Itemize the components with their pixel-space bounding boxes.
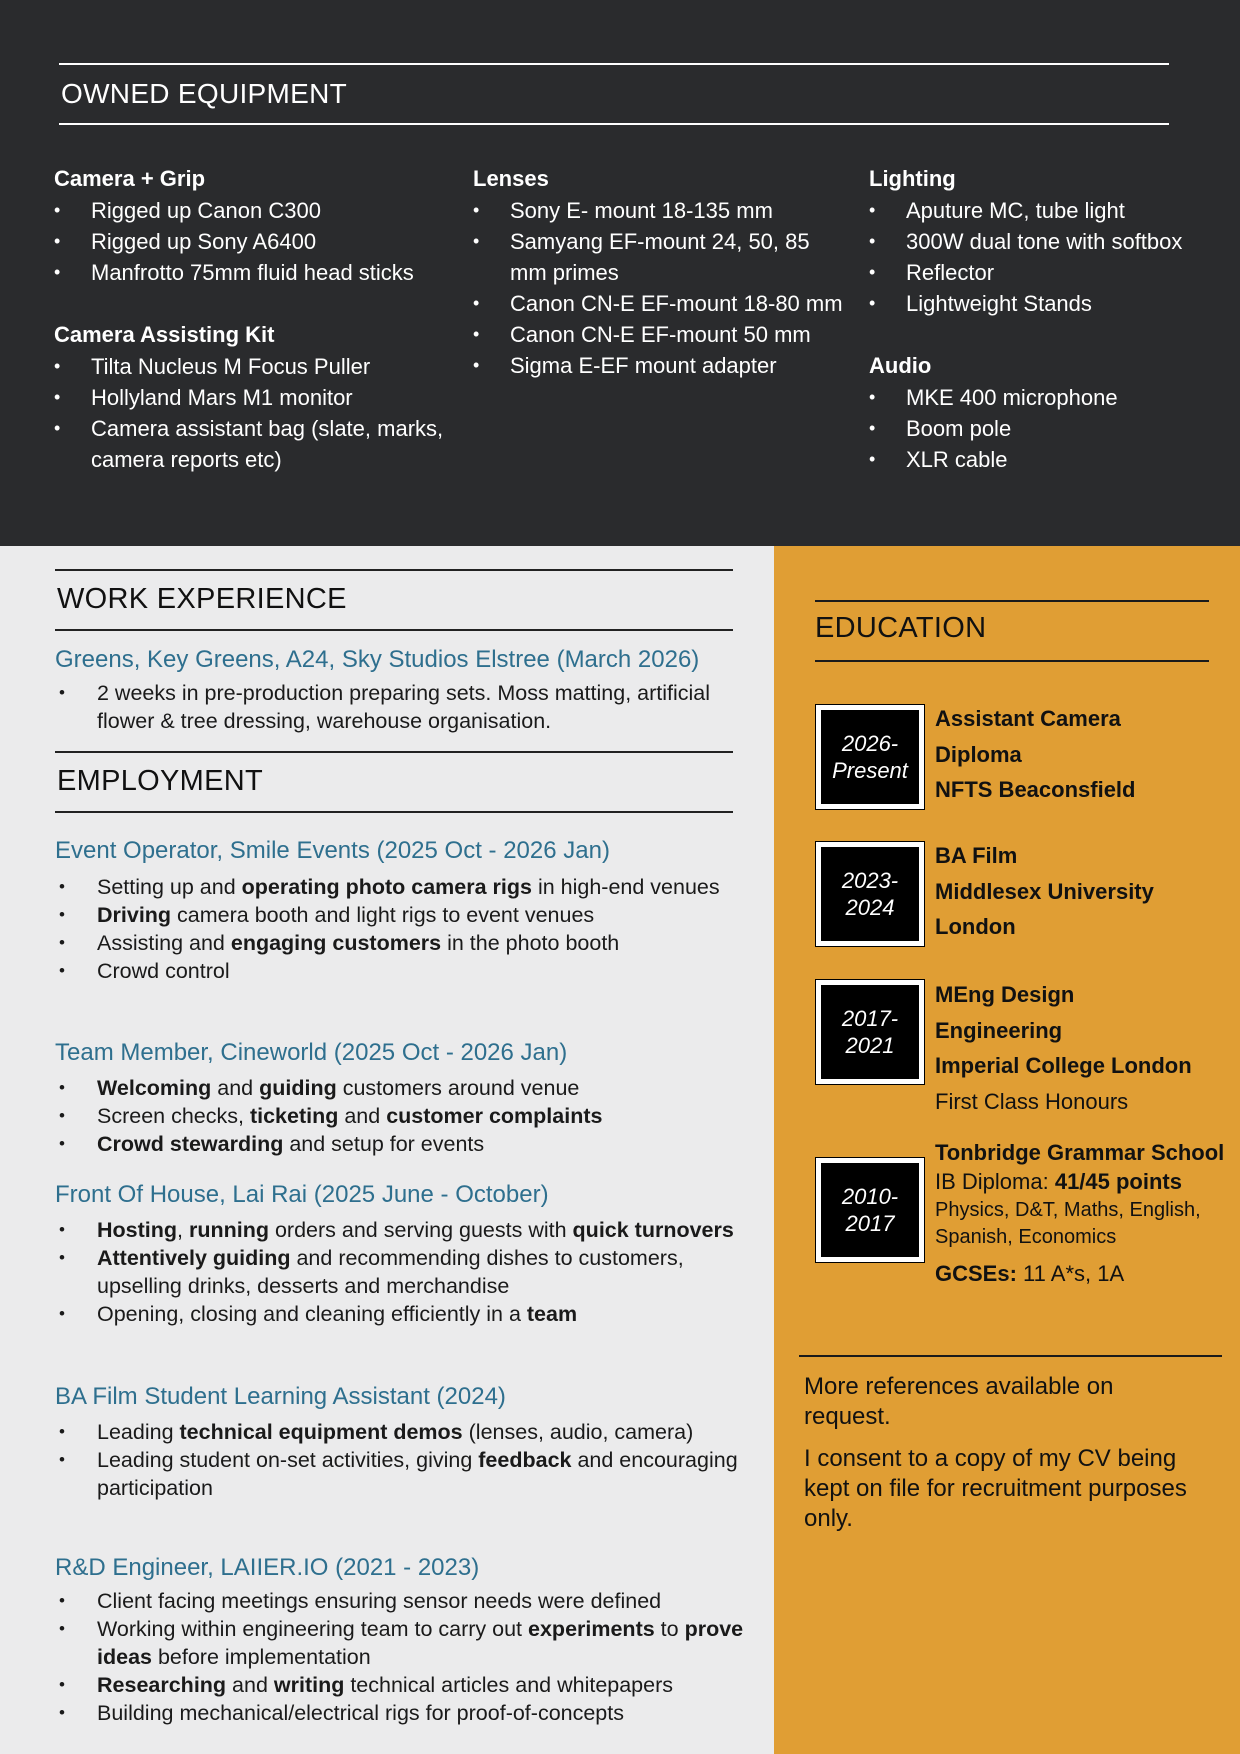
divider (55, 569, 733, 571)
divider (799, 1355, 1222, 1357)
job-bullets (55, 1216, 755, 1328)
audio-list (869, 382, 1189, 475)
work-experience-heading: WORK EXPERIENCE (57, 583, 347, 615)
list-item: • Camera assistant bag (slate, marks, camera reports etc) (54, 413, 464, 475)
list-item: • Welcoming and guiding customers around venue (55, 1074, 755, 1102)
list-item: • Screen checks, ticketing and customer complaints (55, 1102, 755, 1130)
lighting-list (869, 195, 1189, 319)
equipment-heading: OWNED EQUIPMENT (61, 78, 348, 109)
job-title: Event Operator, Smile Events (2025 Oct - 2026 Jan) (55, 837, 610, 864)
job-title: Front Of House, Lai Rai (2025 June - October) (55, 1181, 549, 1208)
divider (55, 751, 733, 753)
divider (55, 811, 733, 813)
list-item: • Rigged up Canon C300 (54, 195, 464, 226)
education-entry: Tonbridge Grammar School IB Diploma: 41/45 points Physics, D&T, Maths, English, Spanish, Economics GCSEs: 11 A*s, 1A (935, 1140, 1225, 1286)
list-item: • Rigged up Sony A6400 (54, 226, 464, 257)
list-item: • XLR cable (869, 444, 1189, 475)
list-item: • Reflector (869, 257, 1189, 288)
list-item: • Researching and writing technical articles and whitepapers (55, 1671, 755, 1699)
divider (59, 63, 1169, 65)
list-item: • Canon CN-E EF-mount 50 mm (473, 319, 843, 350)
year-badge: 2026- Present (816, 705, 924, 809)
list-item: • Hosting, running orders and serving guests with quick turnovers (55, 1216, 755, 1244)
assisting-kit-list (54, 351, 464, 475)
list-item: • 300W dual tone with softbox (869, 226, 1189, 257)
divider (55, 629, 733, 631)
list-item: • Tilta Nucleus M Focus Puller (54, 351, 464, 382)
list-item: • Hollyland Mars M1 monitor (54, 382, 464, 413)
assisting-kit-heading: Camera Assisting Kit (54, 322, 275, 347)
list-item: • Working within engineering team to carry out experiments to prove ideas before implementation (55, 1615, 755, 1671)
list-item: • Assisting and engaging customers in the photo booth (55, 929, 755, 957)
list-item: • Aputure MC, tube light (869, 195, 1189, 226)
equipment-panel (0, 0, 1240, 546)
job-bullets (55, 1418, 755, 1502)
education-entry: MEng Design Engineering Imperial College London First Class Honours (935, 982, 1192, 1114)
lenses-heading: Lenses (473, 166, 549, 191)
job-title: BA Film Student Learning Assistant (2024) (55, 1383, 506, 1410)
equipment-column-2 (473, 163, 843, 381)
camera-grip-list (54, 195, 464, 288)
list-item: • Opening, closing and cleaning efficiently in a team (55, 1300, 755, 1328)
year-badge: 2010- 2017 (816, 1158, 924, 1262)
education-entry: Assistant Camera Diploma NFTS Beaconsfield (935, 706, 1136, 802)
list-item: • Sigma E-EF mount adapter (473, 350, 843, 381)
job-title: Team Member, Cineworld (2025 Oct - 2026 Jan) (55, 1039, 568, 1066)
employment-heading: EMPLOYMENT (57, 765, 264, 797)
divider (59, 123, 1169, 125)
job-bullets (55, 1074, 755, 1158)
divider (815, 600, 1209, 602)
year-badge: 2017- 2021 (816, 980, 924, 1084)
job-bullets (55, 1587, 755, 1727)
list-item: • Driving camera booth and light rigs to event venues (55, 901, 755, 929)
audio-heading: Audio (869, 353, 932, 378)
list-item: • Attentively guiding and recommending dishes to customers, upselling drinks, desserts and merchandise (55, 1244, 755, 1300)
list-item: • 2 weeks in pre-production preparing sets. Moss matting, artificial flower & tree dressing, warehouse organisation. (55, 679, 755, 735)
education-heading: EDUCATION (815, 612, 987, 644)
list-item: • Setting up and operating photo camera rigs in high-end venues (55, 873, 755, 901)
job-title: R&D Engineer, LAIIER.IO (2021 - 2023) (55, 1554, 480, 1581)
list-item: • Sony E- mount 18-135 mm (473, 195, 843, 226)
list-item: • Leading technical equipment demos (lenses, audio, camera) (55, 1418, 755, 1446)
equipment-column-1 (54, 163, 464, 475)
education-entry: BA Film Middlesex University London (935, 843, 1154, 939)
consent-note: I consent to a copy of my CV being kept on file for recruitment purposes only. (804, 1445, 1187, 1532)
equipment-column-3 (869, 163, 1189, 475)
list-item: • Samyang EF-mount 24, 50, 85 mm primes (473, 226, 843, 288)
lighting-heading: Lighting (869, 166, 956, 191)
camera-grip-heading: Camera + Grip (54, 166, 206, 191)
list-item: • Manfrotto 75mm fluid head sticks (54, 257, 464, 288)
job-bullets (55, 873, 755, 985)
list-item: • Leading student on-set activities, giving feedback and encouraging participation (55, 1446, 755, 1502)
lenses-list (473, 195, 843, 381)
list-item: • Canon CN-E EF-mount 18-80 mm (473, 288, 843, 319)
references-note: More references available on request. (804, 1373, 1114, 1430)
list-item: • Client facing meetings ensuring sensor needs were defined (55, 1587, 755, 1615)
list-item: • MKE 400 microphone (869, 382, 1189, 413)
list-item: • Lightweight Stands (869, 288, 1189, 319)
list-item: • Boom pole (869, 413, 1189, 444)
job-bullets (55, 679, 755, 735)
list-item: • Crowd control (55, 957, 755, 985)
list-item: • Crowd stewarding and setup for events (55, 1130, 755, 1158)
job-title: Greens, Key Greens, A24, Sky Studios Elstree (March 2026) (55, 646, 700, 673)
list-item: • Building mechanical/electrical rigs for proof-of-concepts (55, 1699, 755, 1727)
year-badge: 2023- 2024 (816, 842, 924, 946)
divider (815, 660, 1209, 662)
